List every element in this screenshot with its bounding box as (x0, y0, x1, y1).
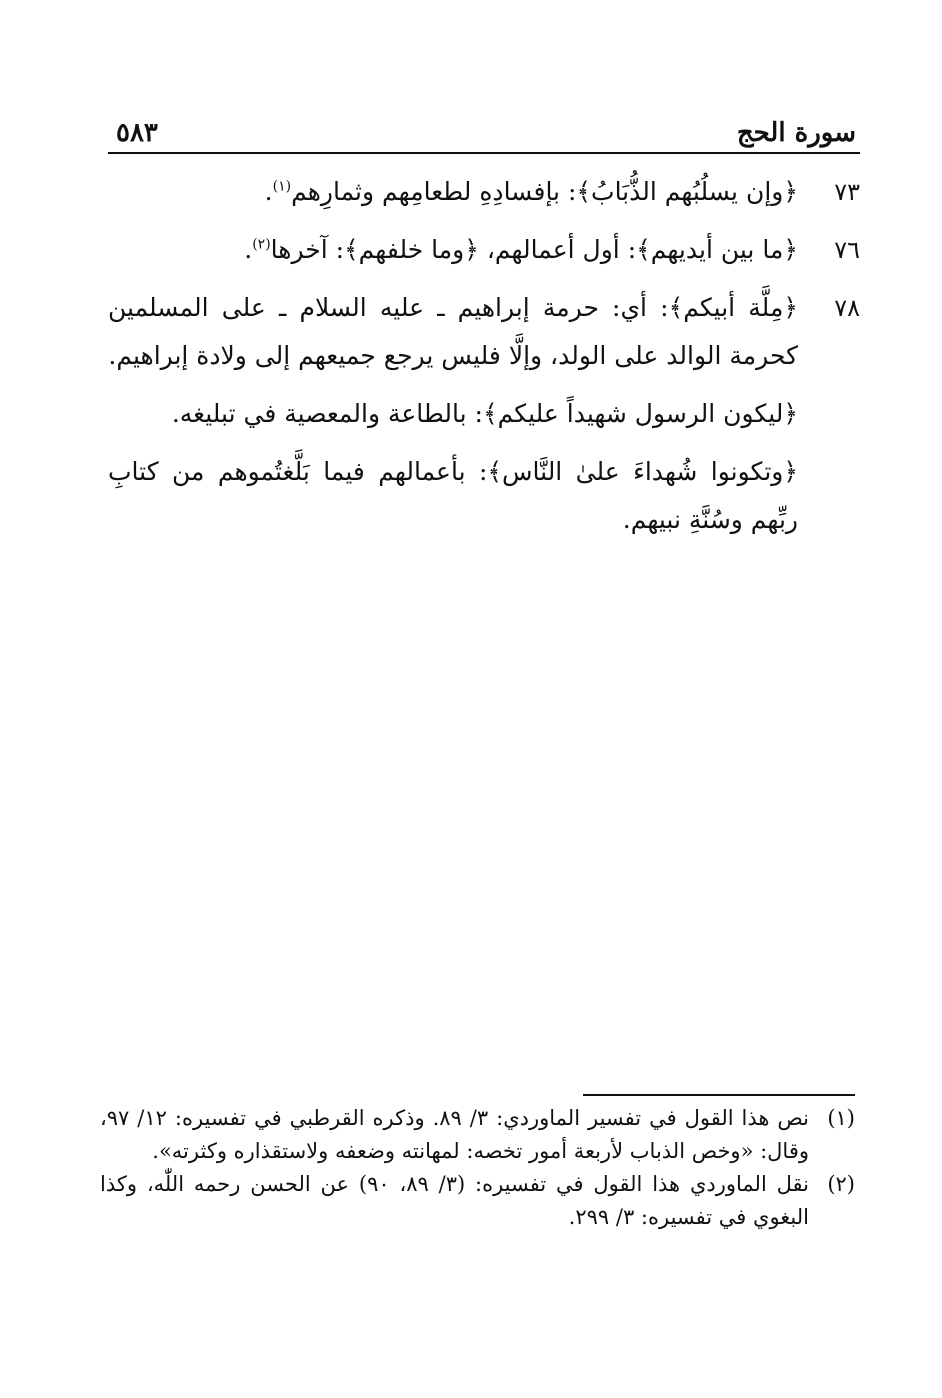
verse-entry-73 (108, 168, 860, 216)
commentary-paragraph: ﴿وتكونوا شُهداءَ علىٰ النَّاس﴾: بأعمالهم فيما بَلَّغتُموهم من كتابِ ربِّهم وسُنَّةِ نبيهم. (108, 457, 798, 534)
verse-number: ٧٦ (834, 236, 860, 264)
footnote-ref: (٢) (252, 236, 271, 253)
verse-number: ٧٨ (834, 294, 860, 322)
footnote-2 (100, 1168, 855, 1234)
running-header (108, 112, 856, 152)
verse-entry-76 (108, 226, 860, 274)
sentence-end: . (244, 235, 253, 264)
verse-commentary: ﴿مِلَّة أبيكم﴾: أي: حرمة إبراهيم ـ عليه السلام ـ على المسلمين كحرمة الوالد على الولد، وإلَّا فليس يرجع جميعهم إلى ولادة إبراهيم. (108, 293, 798, 370)
footnote-1 (100, 1102, 855, 1168)
verse-number: ٧٣ (834, 178, 860, 206)
footnotes-section (100, 1102, 855, 1234)
footnote-marker: (٢) (827, 1172, 855, 1196)
footnote-text: نقل الماوردي هذا القول في تفسيره: (٣/ ٨٩، ٩٠) عن الحسن رحمه اللّٰه، وكذا البغوي في تفسيره: ٣/ ٢٩٩. (100, 1172, 809, 1229)
footnote-rule (583, 1094, 855, 1096)
surah-title: سورة الحج (736, 118, 856, 148)
commentary-text: ﴿ما بين أيديهم﴾: أول أعمالهم، ﴿وما خلفهم﴾: آخرها (270, 235, 798, 264)
verse-commentary (108, 226, 798, 274)
verse-commentary (108, 168, 798, 216)
sentence-end: . (264, 177, 273, 206)
commentary-paragraph: ﴿ليكون الرسول شهيداً عليكم﴾: بالطاعة والمعصية في تبليغه. (171, 399, 798, 428)
verse-entry-78 (108, 284, 860, 380)
page-number: ٥٨٣ (116, 118, 158, 148)
footnote-text: نص هذا القول في تفسير الماوردي: ٣/ ٨٩. وذكره القرطبي في تفسيره: ١٢/ ٩٧، وقال: «وخص الذباب لأربعة أمور تخصه: لمهانته وضعفه ولاستقذاره وكثرته». (100, 1106, 809, 1163)
commentary-text: ﴿وإن يسلُبُهم الذُّبَابُ﴾: بإفسادِهِ لطعامِهم وثمارِهم (291, 177, 798, 206)
footnote-marker: (١) (827, 1106, 855, 1130)
footnote-ref: (١) (272, 178, 292, 195)
commentary-body (108, 168, 860, 544)
header-rule (108, 152, 860, 154)
